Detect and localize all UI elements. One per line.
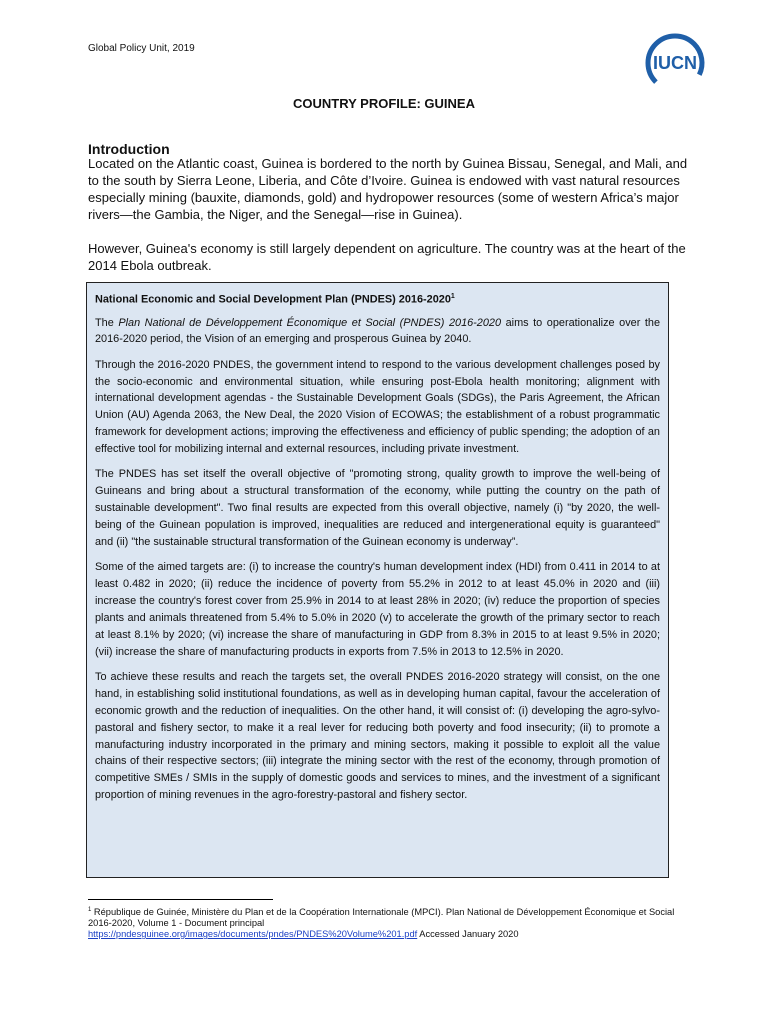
page-title: COUNTRY PROFILE: GUINEA <box>292 96 475 111</box>
box-heading <box>95 289 660 309</box>
introduction-heading: Introduction <box>88 141 170 157</box>
footnote-ref: 1 <box>450 293 455 300</box>
box-paragraph <box>95 315 660 349</box>
footnote-marker: 1 <box>88 907 92 913</box>
footnote-divider <box>88 899 273 900</box>
box-paragraph: Through the 2016-2020 PNDES, the government intend to respond to the various development challenges posed by the socio-economic and environmental situation, while ensuring post-Ebola health monitoring; alignment with international development agendas - the Sustainable Development Goals (SDGs), the Paris Agreement, the African Union (AU) Agenda 2063, the New Deal, the 2020 Vision of ECOWAS; the establishment of a robust programmatic framework for development actions; improving the effectiveness and efficiency of public spending; the adoption of an effective tool for mobilizing internal and external resources, including private investment. <box>95 358 660 456</box>
box-p1-post: aims to operationalize over the 2016-2020 period, the Vision of an emerging and prosperous Guinea by 2040. <box>95 316 661 346</box>
footnote-link[interactable]: https://pndesguinee.org/images/documents/pndes/PNDES%20Volume%201.pdf <box>88 929 418 940</box>
box-paragraph: To achieve these results and reach the targets set, the overall PNDES 2016-2020 strategy will consist, on the one hand, in establishing solid institutional foundations, as well as in developing human capital, favour the acceleration of economic growth and the reduction of inequalities. On the other hand, it will consist of: (i) developing the agro-sylvo-pastoral and fishery sector, to make it a real lever for reducing both poverty and food insecurity; (ii) to promote a manufacturing industry incorporated in the primary and mining sectors, making it possible to exploit all the value chains of their respective sectors; (iii) integrate the mining sector with the rest of the economy, through promotion of competitive SMEs / SMIs in the supply of domestic goods and services to mines, and the investment of a significant proportion of mining revenues in the agro-forestry-pastoral and fishery sector. <box>95 670 660 802</box>
pndes-box <box>86 282 669 878</box>
intro-paragraph: However, Guinea's economy is still largely dependent on agriculture. The country was at the heart of the 2014 Ebola outbreak. <box>88 241 686 273</box>
box-paragraph: The PNDES has set itself the overall objective of "promoting strong, quality growth to improve the well-being of Guineans and bring about a structural transformation of the economy, while putting the country on the path of sustainable development". Two final results are expected from this overall objective, namely (i) "by 2020, the well-being of the Guinean population is improved, inequalities are reduced and intergenerational equity is guaranteed" and (ii) "the sustainable structural transformation of the Guinean economy is underway”. <box>95 468 660 548</box>
introduction-text <box>88 155 688 291</box>
box-p1-pre: The <box>95 316 119 329</box>
intro-paragraph: Located on the Atlantic coast, Guinea is bordered to the north by Guinea Bissau, Senegal, and Mali, and to the south by Sierra Leone, Liberia, and Côte d’Ivoire. Guinea is endowed with vast natural resources especially mining (bauxite, diamonds, gold) and hydropower resources (some of western Africa’s major rivers—the Gambia, the Niger, and the Senegal—rise in Guinea). <box>88 156 688 222</box>
header-org-line: Global Policy Unit, 2019 <box>88 43 195 54</box>
svg-text:IUCN: IUCN <box>653 53 697 73</box>
iucn-logo <box>644 32 706 94</box>
footnote-text: République de Guinée, Ministère du Plan et de la Coopération Internationale (MPCI). Plan National de Développement Économique et Social 2016-2020, Volume 1 - Document principal <box>88 907 675 929</box>
box-paragraph: Some of the aimed targets are: (i) to increase the country's human development index (HDI) from 0.411 in 2014 to at least 0.482 in 2020; (ii) reduce the incidence of poverty from 55.2% in 2012 to at least 45.0% in 2020 and (iii) increase the country's forest cover from 25.9% in 2014 to at least 28% in 2020; (iv) reduce the proportion of species plants and animals threatened from 5.4% to 5.0% in 2020 (v) to accelerate the growth of the primary sector to reach at least 8.1% by 2020; (vi) increase the share of manufacturing in GDP from 8.3% in 2015 to at least 9.5% in 2020; (vii) increase the share of manufacturing products in exports from 7.5% in 2013 to 12.5% in 2020. <box>95 561 660 658</box>
footnote-accessed: Accessed January 2020 <box>417 929 519 940</box>
plan-title-italic: Plan National de Développement Économique et Social (PNDES) 2016-2020 <box>118 316 502 329</box>
box-heading-text: National Economic and Social Development Plan (PNDES) 2016-2020 <box>95 293 451 306</box>
footnote <box>88 905 688 940</box>
